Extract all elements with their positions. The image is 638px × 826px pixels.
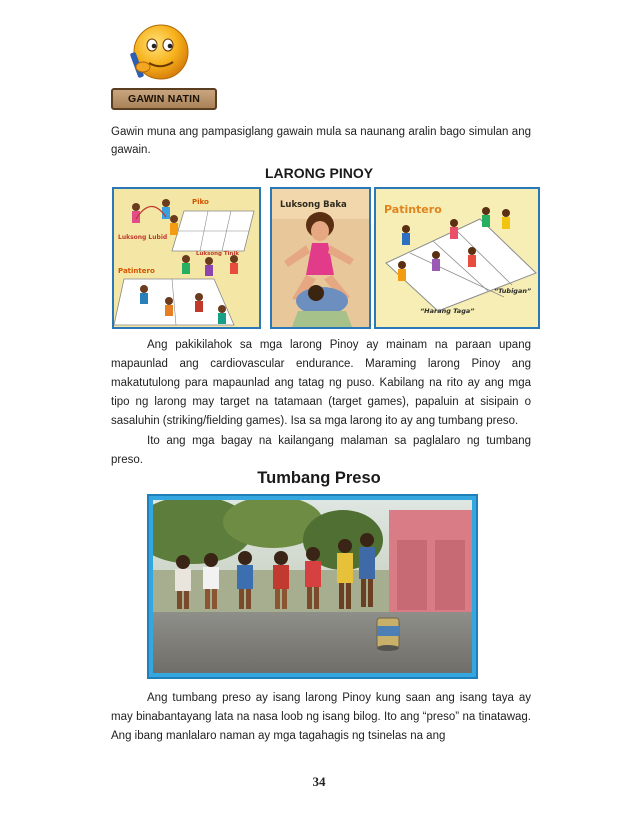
label-luksong-baka: Luksong Baka (280, 200, 347, 210)
page-number: 34 (312, 774, 326, 789)
label-harang-taga: “Harang Taga” (420, 307, 475, 315)
label-luksong-tinik: Luksong Tinik (196, 251, 239, 257)
paragraph-tumbang-preso: Ang tumbang preso ay isang larong Pinoy kung saan ang isang taya ay may binabantayang lata na nasa loob ng isang bilog. Ito ang “preso” na tinatawag. Ang ibang manlalaro naman ay mga tagahagis ng tsinelas na ang (111, 692, 531, 742)
section-title-larong-pinoy: LARONG PINOY (264, 165, 374, 181)
intro-text: Gawin muna ang pampasiglang gawain mula sa naunang aralin bago simulan ang gawain. (111, 126, 531, 156)
smiley-pencil-icon (128, 22, 190, 84)
label-piko: Piko (192, 198, 209, 206)
label-luksong-lubid: Luksong Lubid (118, 234, 168, 241)
label-patintero-2: Patintero (384, 203, 442, 216)
section-badge (111, 88, 217, 110)
badge-label: GAWIN NATIN (128, 93, 200, 105)
label-patintero: Patintero (118, 267, 155, 275)
tumbang-preso-photo (149, 496, 476, 677)
paragraph-tumbang-preso-intro: Ito ang mga bagay na kailangang malaman sa paglalaro ng tumbang preso. (111, 435, 531, 466)
larong-pinoy-image-3 (374, 187, 540, 329)
larong-pinoy-image-2 (270, 187, 371, 329)
paragraph-larong-pinoy: Ang pakikilahok sa mga larong Pinoy ay mainam na paraan upang mapaunlad ang cardiovascular endurance. Maraming larong Pinoy ang makatutulong para mapaunlad ang tatag ng puso. Kabilang na rito ay ang mga tipo ng larong may target na tatamaan (target games), papaluin at sisipain o sasaluhin (striking/fielding games). Isa sa mga larong ito ay ang tumbang preso. (111, 339, 531, 427)
larong-pinoy-image-1 (112, 187, 261, 329)
label-tubigan: “Tubigan” (494, 287, 532, 295)
section-title-tumbang-preso: Tumbang Preso (257, 469, 381, 487)
